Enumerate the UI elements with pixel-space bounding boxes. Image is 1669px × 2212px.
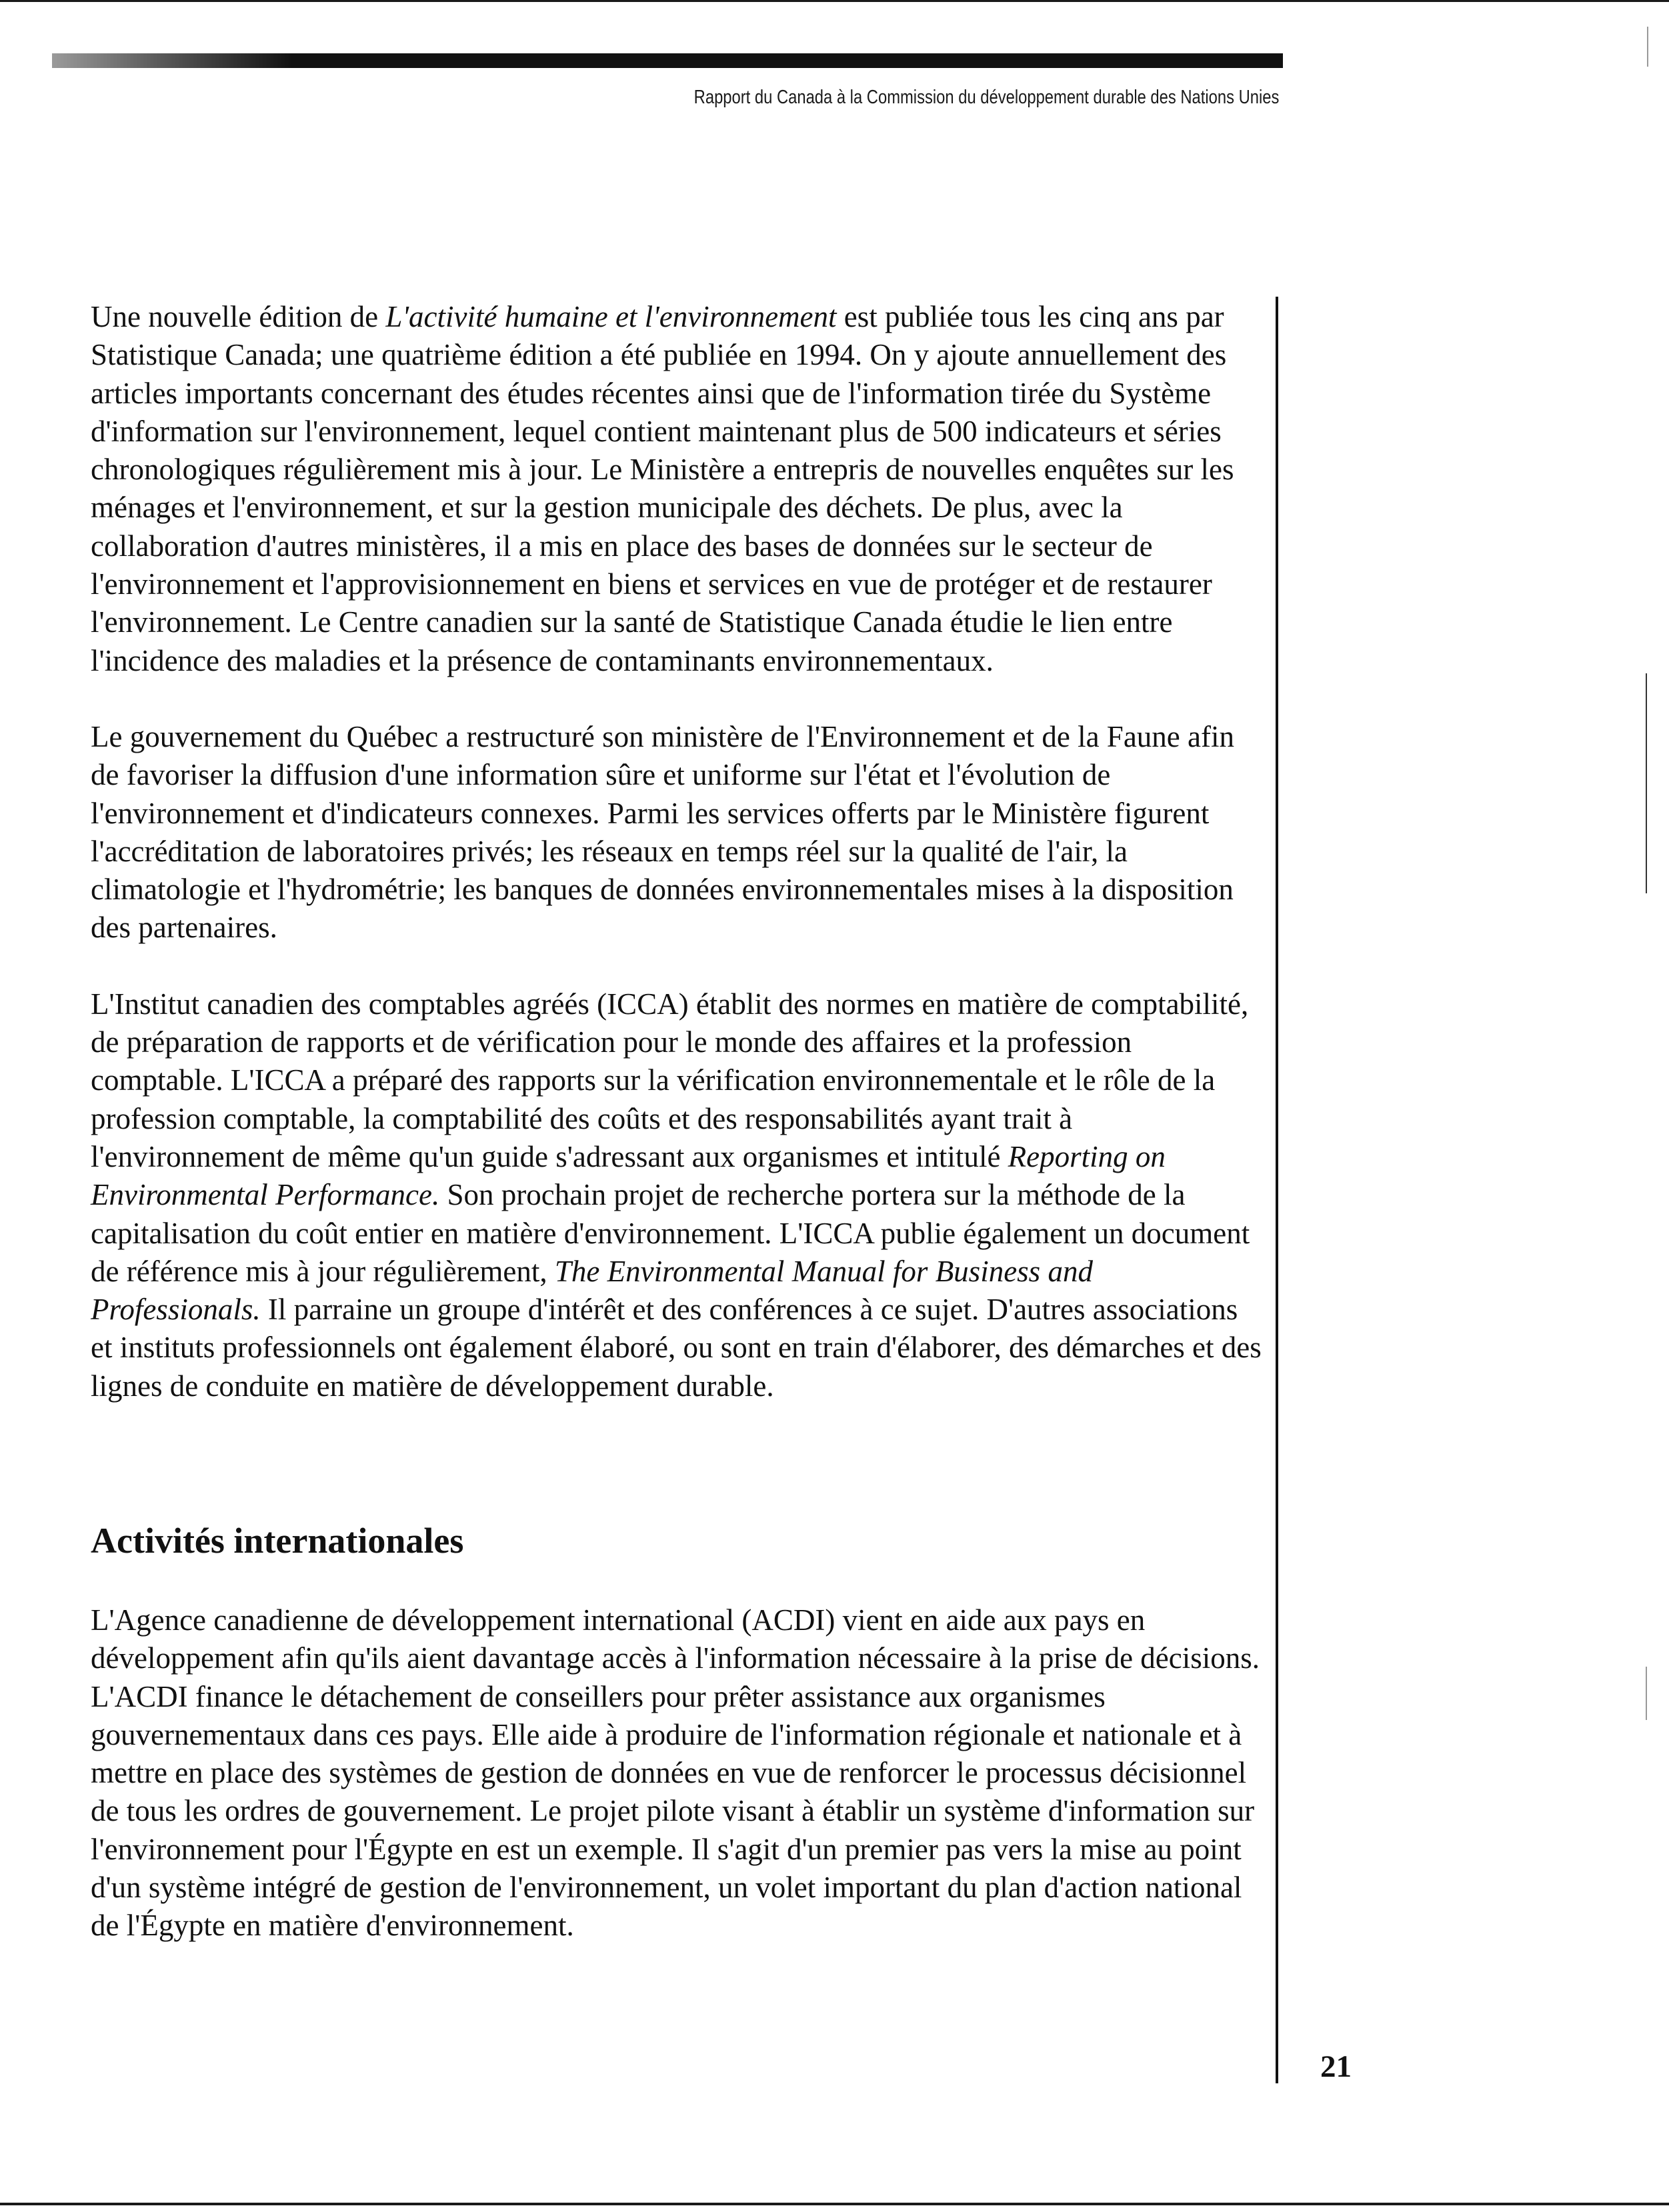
paragraph-text: L'Institut canadien des comptables agréés (ICCA) établit des normes en matière de comptabilité, de préparation de rapports et de vérification pour le monde des affaires et la profession comptable. L'ICCA a préparé des rapports sur la vérification environnementale et le rôle de la profession comptable, la comptabilité des coûts et des responsabilités ayant trait à l'environnement de même qu'un guide s'adressant aux organismes et intitulé — [91, 987, 1249, 1173]
scan-mark — [1647, 27, 1648, 67]
paragraph-text: Une nouvelle édition de — [91, 300, 386, 333]
page-number: 21 — [1320, 2049, 1352, 2084]
running-header: Rapport du Canada à la Commission du développement durable des Nations Unies — [693, 87, 1279, 108]
section-heading: Activités internationales — [91, 1521, 464, 1561]
paragraph-text: Son prochain projet de recherche portera sur la méthode de la capitalisation du coût entier en matière d'environnement. L'ICCA publie également un document de référence mis à jour régulièrement, — [91, 1178, 1250, 1288]
paragraph-text: Il parraine un groupe d'intérêt et des conférences à ce sujet. D'autres associations et instituts professionnels ont également élaboré, ou sont en train d'élaborer, des démarches et des lignes de conduite en matière de développement durable. — [91, 1293, 1262, 1403]
paragraph-text: est publiée tous les cinq ans par Statistique Canada; une quatrième édition a été publiée en 1994. On y ajoute annuellement des articles importants concernant des études récentes ainsi que de l'information tirée du Système d'information sur l'environnement, lequel contient maintenant plus de 500 indicateurs et séries chronologiques régulièrement mis à jour. Le Ministère a entrepris de nouvelles enquêtes sur les ménages et l'environnement, et sur la gestion municipale des déchets. De plus, avec la collaboration d'autres ministères, il a mis en place des bases de données sur le secteur de l'environnement et l'approvisionnement en biens et services en vue de protéger et de restaurer l'environnement. Le Centre canadien sur la santé de Statistique Canada étudie le lien entre l'incidence des maladies et la présence de contaminants environnementaux. — [91, 300, 1234, 677]
paragraph-icca — [91, 985, 1264, 1405]
margin-rule — [1276, 297, 1278, 2083]
scan-bottom-edge — [0, 2203, 1669, 2205]
publication-title: Reporting on Environmental Performance. — [91, 1139, 1166, 1212]
scan-mark — [1646, 673, 1647, 893]
paragraph-statistique-canada — [91, 298, 1264, 680]
scan-mark — [1646, 1667, 1647, 1720]
publication-title: The Environmental Manual for Business and Professionals. — [91, 1254, 1093, 1327]
page-body — [91, 298, 1264, 1943]
publication-title: L'activité humaine et l'environnement — [385, 300, 837, 333]
paragraph-quebec: Le gouvernement du Québec a restructuré son ministère de l'Environnement et de la Faune afin de favoriser la diffusion d'une information sûre et uniforme sur l'état et l'évolution de l'environnement et d'indicateurs connexes. Parmi les services offerts par le Ministère figurent l'accréditation de laboratoires privés; les réseaux en temps réel sur la qualité de l'air, la climatologie et l'hydrométrie; les banques de données environnementales mises à la disposition des partenaires. — [91, 719, 1234, 945]
scan-top-edge — [0, 0, 1669, 2]
header-rule — [52, 53, 1283, 68]
paragraph-acdi: L'Agence canadienne de développement international (ACDI) vient en aide aux pays en développement afin qu'ils aient davantage accès à l'information nécessaire à la prise de décisions. L'ACDI finance le détachement de conseillers pour prêter assistance aux organismes gouvernementaux dans ces pays. Elle aide à produire de l'information régionale et nationale et à mettre en place des systèmes de gestion de données en vue de renforcer le processus décisionnel de tous les ordres de gouvernement. Le projet pilote visant à établir un système d'information sur l'environnement pour l'Égypte en est un exemple. Il s'agit d'un premier pas vers la mise au point d'un système intégré de gestion de l'environnement, un volet important du plan d'action national de l'Égypte en matière d'environnement. — [91, 1603, 1260, 1943]
